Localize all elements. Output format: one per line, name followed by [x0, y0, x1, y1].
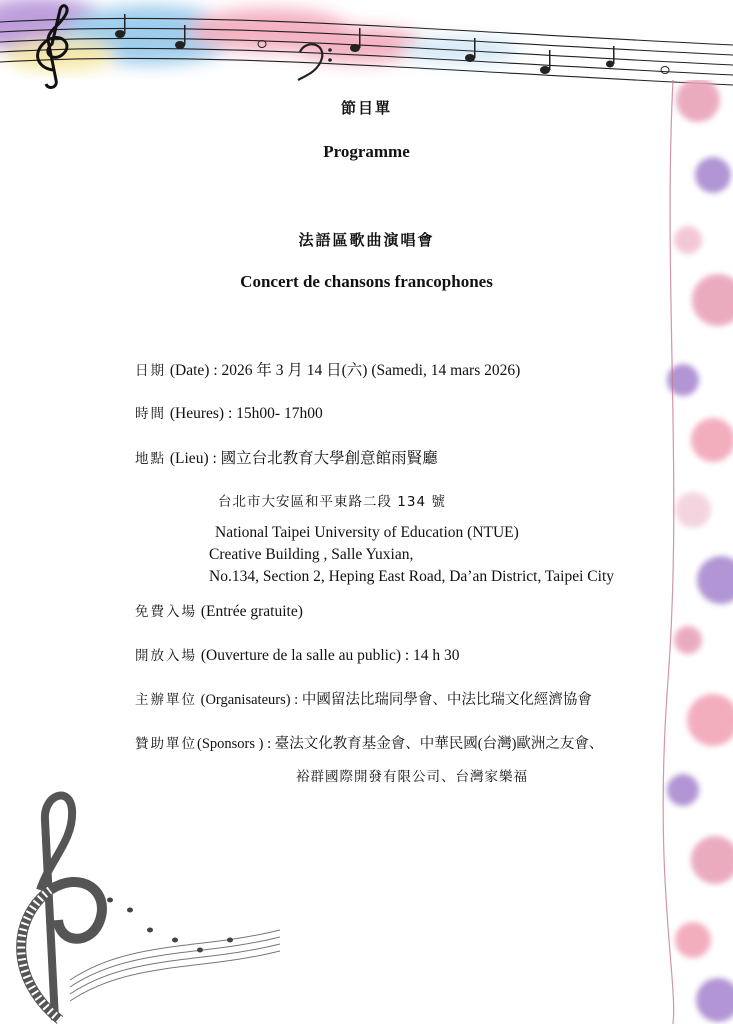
- organizers-row: [135, 688, 592, 709]
- sponsors-value-line-2: 裕群國際開發有限公司、台灣家樂福: [296, 769, 528, 785]
- venue-address-cjk: 台北市大安區和平東路二段 134 號: [218, 494, 446, 510]
- sponsors-row: [135, 732, 603, 753]
- venue-label: 地點: [135, 451, 166, 467]
- program-title-fr: Programme: [323, 142, 410, 161]
- venue-address-en-3: No.134, Section 2, Heping East Road, Da’an District, Taipei City: [209, 568, 615, 585]
- venue-address-en-1: National Taipei University of Education (NTUE): [215, 524, 519, 541]
- entry-row: [135, 600, 303, 621]
- venue-value: (Lieu) : 國立台北教育大學創意館雨賢廳: [166, 450, 438, 467]
- flower-border: [643, 80, 733, 1024]
- organizers-value: (Organisateurs) : 中國留法比瑞同學會、中法比瑞文化經濟協會: [197, 692, 592, 708]
- sponsors-value: (Sponsors ) : 臺法文化教育基金會、中華民國(台灣)歐洲之友會、: [197, 736, 604, 752]
- opening-value: (Ouverture de la salle au public) : 14 h 30: [197, 647, 460, 664]
- date-label: 日期: [135, 363, 166, 379]
- concert-title-fr: Concert de chansons francophones: [240, 272, 493, 291]
- venue-row: [135, 446, 438, 468]
- date-row: [135, 358, 520, 380]
- time-label: 時間: [135, 406, 166, 422]
- entry-value: (Entrée gratuite): [197, 603, 303, 620]
- time-row: [135, 402, 323, 423]
- music-staff-banner: [0, 0, 733, 92]
- program-title-cjk: 節目單: [340, 99, 392, 117]
- piano-clef-illustration: [0, 780, 300, 1024]
- date-value: (Date) : 2026 年 3 月 14 日(六) (Samedi, 14 mars 2026): [166, 362, 521, 379]
- concert-title-cjk: 法語區歌曲演唱會: [298, 231, 435, 249]
- sponsors-label: 贊助單位: [135, 736, 197, 752]
- organizers-label: 主辦單位: [135, 692, 197, 708]
- opening-row: [135, 644, 460, 665]
- venue-address-en-2: Creative Building , Salle Yuxian,: [209, 546, 414, 563]
- entry-label: 免費入場: [135, 604, 197, 620]
- time-value: (Heures) : 15h00- 17h00: [166, 405, 323, 422]
- opening-label: 開放入場: [135, 648, 197, 664]
